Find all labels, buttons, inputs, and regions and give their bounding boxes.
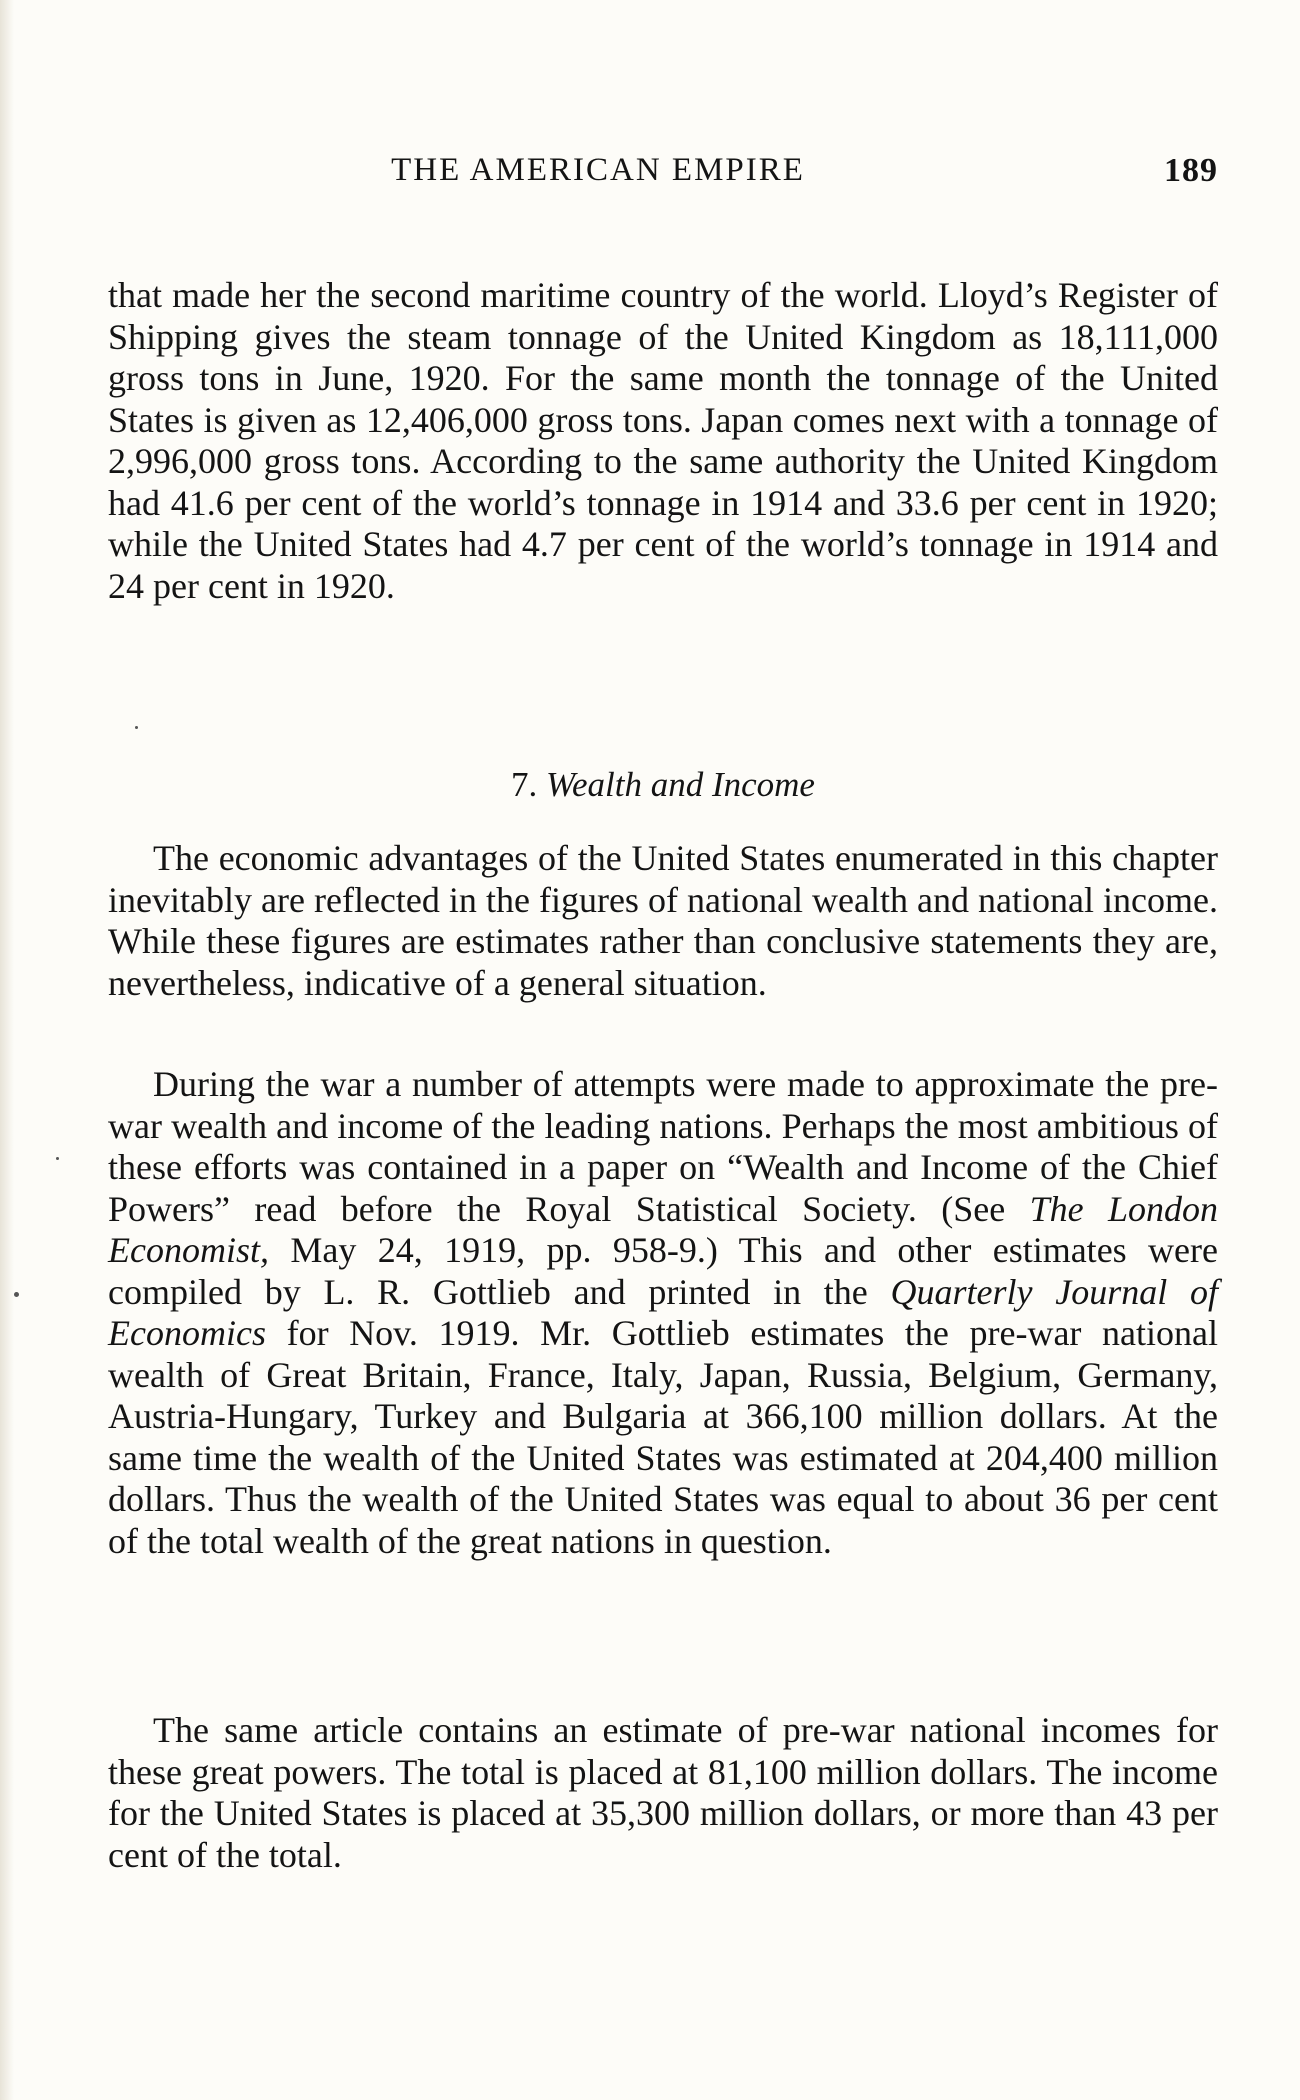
citation-london-economist: The London Economist,	[108, 1188, 1219, 1270]
page-gutter-shadow	[0, 0, 14, 2100]
running-title: THE AMERICAN EMPIRE	[391, 152, 805, 188]
section-title: Wealth and Income	[546, 765, 815, 804]
print-speck	[56, 1157, 59, 1160]
section-heading	[108, 765, 1218, 809]
paragraph-2-text-b: May 24, 1919, pp. 958-9.) This and other estimates were compiled by L. R. Gottlieb and printed in the	[108, 1230, 1219, 1312]
citation-quarterly-journal: Quarterly Journal of Economics	[108, 1271, 1218, 1353]
page-number: 189	[1164, 152, 1218, 189]
paragraph-3: The same article contains an estimate of pre-war national incomes for these great powers. The total is placed at 81,100 million dollars. The income for the United States is placed at 35,300 million dollars, or more than 43 per cent of the total.	[108, 1710, 1218, 1875]
print-speck	[14, 1292, 19, 1297]
running-head	[108, 152, 1218, 202]
paragraph-2	[108, 1064, 1218, 1562]
continued-paragraph: that made her the second maritime country of the world. Lloyd’s Register of Shipping gives the steam tonnage of the United Kingdom as 18,111,000 gross tons in June, 1920. For the same month the tonnage of the United States is given as 12,406,000 gross tons. Japan comes next with a tonnage of 2,996,000 gross tons. According to the same authority the United Kingdom had 41.6 per cent of the world’s tonnage in 1914 and 33.6 per cent in 1920; while the United States had 4.7 per cent of the world’s tonnage in 1914 and 24 per cent in 1920.	[108, 275, 1218, 606]
paragraph-2-text-c: for Nov. 1919. Mr. Gottlieb estimates the pre-war national wealth of Great Britain, France, Italy, Japan, Russia, Belgium, Germany, Austria-Hungary, Turkey and Bulgaria at 366,100 million dollars. At the same time the wealth of the United States was estimated at 204,400 million dollars. Thus the wealth of the United States was equal to about 36 per cent of the total wealth of the great nations in question.	[108, 1313, 1218, 1561]
section-number: 7.	[511, 765, 538, 804]
print-speck	[135, 726, 138, 729]
paragraph-1: The economic advantages of the United States enumerated in this chapter inevitably are reflected in the figures of national wealth and national income. While these figures are estimates rather than conclusive statements they are, nevertheless, indicative of a general situation.	[108, 838, 1218, 1003]
paragraph-2-text-a: During the war a number of attempts were made to approximate the pre-war wealth and income of the leading nations. Perhaps the most ambitious of these efforts was contained in a paper on “Wealth and Income of the Chief Powers” read before the Royal Statistical Society. (See	[108, 1064, 1218, 1229]
